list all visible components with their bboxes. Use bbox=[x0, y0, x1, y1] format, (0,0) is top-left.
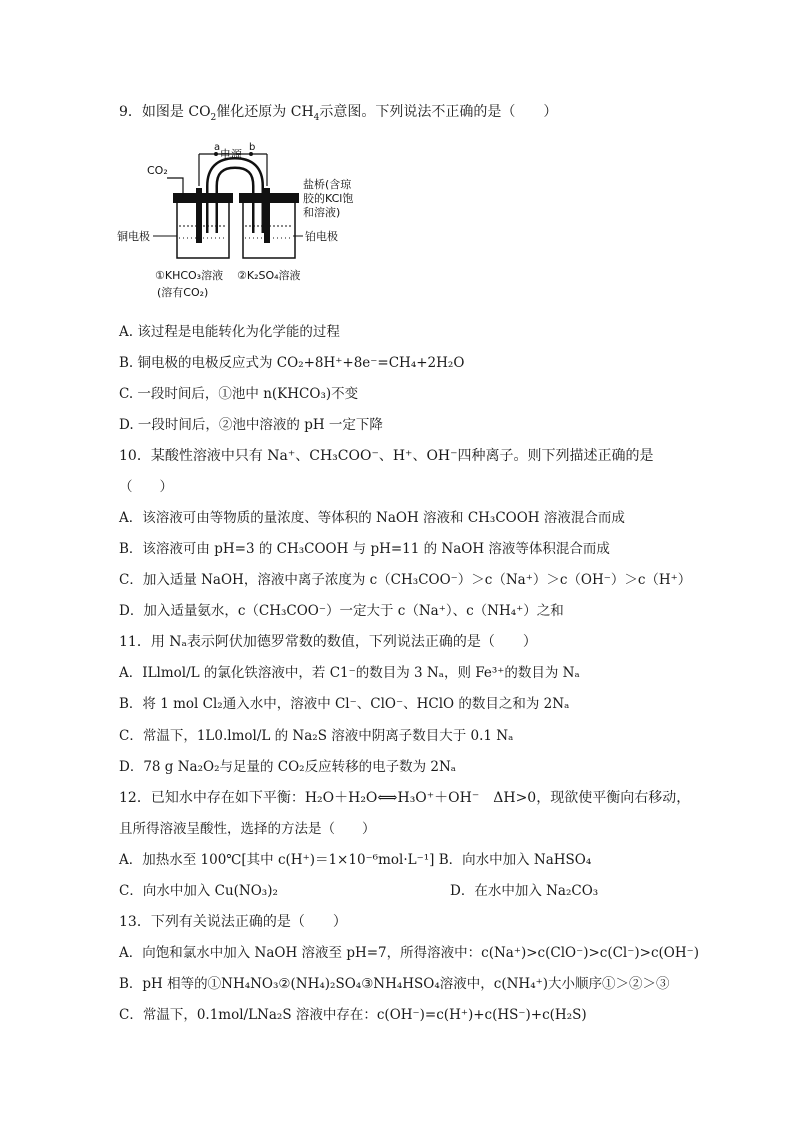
q9-stem-sub: 2 bbox=[210, 112, 217, 123]
label-bridge: 和溶液) bbox=[303, 206, 341, 219]
q9-stem-part: 示意图。下列说法不正确的是（ ） bbox=[319, 104, 558, 120]
label-pt-electrode: 铂电极 bbox=[305, 230, 338, 243]
q13-option-c: C．常温下，0.1mol/LNa₂S 溶液中存在：c(OH⁻)=c(H⁺)+c(HS⁻)+c(H₂S) bbox=[119, 1007, 587, 1023]
q10-stem-paren: （ ） bbox=[119, 479, 173, 495]
q13-option-b: B．pH 相等的①NH₄NO₃②(NH₄)₂SO₄③NH₄HSO₄溶液中，c(NH₄⁺)大小顺序①＞②＞③ bbox=[119, 976, 670, 992]
q10-option-b: B．该溶液可由 pH=3 的 CH₃COOH 与 pH=11 的 NaOH 溶液等体积混合而成 bbox=[119, 541, 610, 557]
electrolysis-diagram bbox=[117, 138, 357, 308]
label-co2: CO₂ bbox=[147, 164, 168, 177]
label-cu-electrode: 铜电极 bbox=[117, 230, 150, 243]
q12-option-c: C．向水中加入 Cu(NO₃)₂ bbox=[119, 883, 278, 899]
q11-option-c: C．常温下，1L0.lmol/L 的 Na₂S 溶液中阴离子数目大于 0.1 Nₐ bbox=[119, 728, 514, 744]
q12-option-d: D．在水中加入 Na₂CO₃ bbox=[450, 883, 599, 899]
q9-stem-part: 9．如图是 CO bbox=[119, 104, 211, 120]
q9-option-b: B. 铜电极的电极反应式为 CO₂+8H⁺+8e⁻=CH₄+2H₂O bbox=[119, 355, 465, 371]
q12-option-b: B．向水中加入 NaHSO₄ bbox=[438, 852, 592, 868]
q10-option-d: D．加入适量氨水，c（CH₃COO⁻）一定大于 c（Na⁺）、c（NH₄⁺）之和 bbox=[119, 603, 564, 619]
platinum-electrode bbox=[264, 188, 270, 243]
q10-stem: 10．某酸性溶液中只有 Na⁺、CH₃COO⁻、H⁺、OH⁻四种离子。则下列描述正确的是 bbox=[119, 448, 654, 464]
label-power: 电源 bbox=[220, 148, 242, 161]
label-b: b bbox=[249, 142, 256, 153]
q11-option-d: D．78 g Na₂O₂与足量的 CO₂反应转移的电子数为 2Nₐ bbox=[119, 759, 456, 775]
q12-stem: 12．已知水中存在如下平衡：H₂O＋H₂O⟺H₃O⁺＋OH⁻ ΔH>0，现欲使平衡向右移动， bbox=[119, 790, 691, 806]
q12-option-a: A．加热水至 100℃[其中 c(H⁺)＝1×10⁻⁶mol·L⁻¹] bbox=[119, 852, 435, 868]
q9-stem bbox=[119, 103, 557, 121]
q9-option-d: D. 一段时间后，②池中溶液的 pH 一定下降 bbox=[119, 417, 383, 433]
q11-option-b: B．将 1 mol Cl₂通入水中，溶液中 Cl⁻、ClO⁻、HClO 的数目之和为 2Nₐ bbox=[119, 696, 570, 712]
label-bridge: 胶的KCl饱 bbox=[303, 192, 354, 205]
q12-stem-cont: 且所得溶液呈酸性，选择的方法是（ ） bbox=[119, 821, 376, 837]
q13-stem: 13．下列有关说法正确的是（ ） bbox=[119, 914, 347, 930]
q10-option-a: A．该溶液可由等物质的量浓度、等体积的 NaOH 溶液和 CH₃COOH 溶液混合而成 bbox=[119, 510, 625, 526]
q10-option-c: C．加入适量 NaOH，溶液中离子浓度为 c（CH₃COO⁻）＞c（Na⁺）＞c（OH⁻）＞c（H⁺） bbox=[119, 572, 692, 588]
q9-stem-part: 催化还原为 CH bbox=[216, 104, 314, 120]
q9-stem-sub: 4 bbox=[313, 112, 320, 123]
label-solution1: ①KHCO₃溶液 bbox=[155, 269, 224, 282]
q9-option-c: C. 一段时间后，①池中 n(KHCO₃)不变 bbox=[119, 386, 359, 402]
label-solution1b: (溶有CO₂) bbox=[157, 286, 209, 299]
label-bridge: 盐桥(含琼 bbox=[303, 178, 352, 191]
q13-option-a: A．向饱和氯水中加入 NaOH 溶液至 pH=7，所得溶液中：c(Na⁺)>c(ClO⁻)>c(Cl⁻)>c(OH⁻) bbox=[119, 945, 700, 961]
copper-electrode bbox=[196, 188, 202, 243]
label-a: a bbox=[214, 142, 221, 153]
beaker-left bbox=[177, 196, 229, 258]
q12-options-ab bbox=[119, 851, 591, 869]
lid-left bbox=[173, 193, 233, 203]
q11-stem: 11．用 Nₐ表示阿伏加德罗常数的数值，下列说法正确的是（ ） bbox=[119, 634, 537, 650]
q9-option-a: A. 该过程是电能转化为化学能的过程 bbox=[119, 324, 340, 340]
label-solution2: ②K₂SO₄溶液 bbox=[237, 269, 301, 282]
q11-option-a: A．ILlmol/L 的氯化铁溶液中，若 C1⁻的数目为 3 Nₐ，则 Fe³⁺的数目为 Nₐ bbox=[119, 665, 580, 681]
